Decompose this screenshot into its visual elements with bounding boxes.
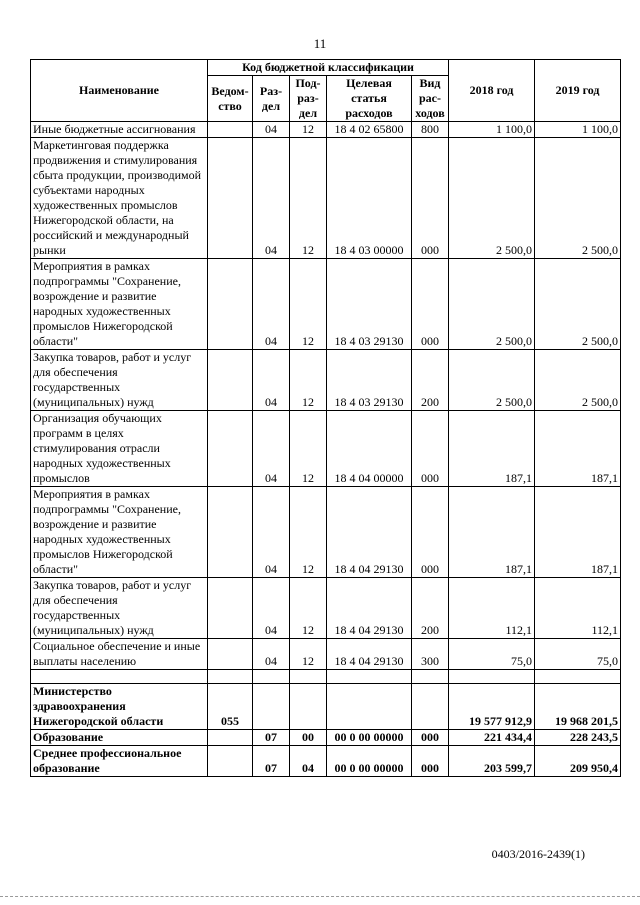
row-value-2018: 221 434,4 [449, 730, 535, 746]
table-row [31, 578, 621, 639]
row-vid: 200 [412, 350, 449, 411]
row-celevaya: 18 4 04 29130 [327, 578, 412, 639]
table-row [31, 746, 621, 777]
row-name: Организация обучающих программ в целях стимулирования отрасли народных художественных промыслов [31, 411, 208, 487]
row-vid [412, 684, 449, 730]
row-vedomstvo [208, 259, 253, 350]
row-razdel: 07 [253, 746, 290, 777]
row-razdel: 04 [253, 639, 290, 670]
row-vid: 300 [412, 639, 449, 670]
table-row [31, 259, 621, 350]
row-name: Образование [31, 730, 208, 746]
row-value-2019: 1 100,0 [535, 122, 621, 138]
header-code-group: Код бюджетной классификации [208, 60, 449, 76]
row-vedomstvo: 055 [208, 684, 253, 730]
row-razdel: 04 [253, 411, 290, 487]
page-edge-divider [0, 896, 640, 897]
row-value-2019: 187,1 [535, 411, 621, 487]
row-vid: 000 [412, 730, 449, 746]
row-name: Среднее профессиональное образование [31, 746, 208, 777]
table-body [31, 122, 621, 777]
row-value-2018: 187,1 [449, 411, 535, 487]
row-value-2018: 187,1 [449, 487, 535, 578]
row-vedomstvo [208, 122, 253, 138]
row-celevaya: 18 4 02 65800 [327, 122, 412, 138]
row-vedomstvo [208, 746, 253, 777]
table-row [31, 122, 621, 138]
table-row [31, 411, 621, 487]
row-name: Закупка товаров, работ и услуг для обеспечения государственных (муниципальных) нужд [31, 350, 208, 411]
budget-table [30, 59, 621, 777]
header-2019: 2019 год [535, 60, 621, 122]
header-razdel: Раз-дел [253, 76, 290, 122]
row-vid: 000 [412, 487, 449, 578]
row-value-2018: 1 100,0 [449, 122, 535, 138]
row-value-2018: 2 500,0 [449, 350, 535, 411]
row-vedomstvo [208, 670, 253, 684]
row-vedomstvo [208, 411, 253, 487]
row-name: Министерство здравоохранения Нижегородской области [31, 684, 208, 730]
row-value-2019: 75,0 [535, 639, 621, 670]
row-value-2019: 228 243,5 [535, 730, 621, 746]
row-podrazdel: 12 [290, 259, 327, 350]
row-celevaya [327, 670, 412, 684]
table-row [31, 138, 621, 259]
row-vid: 000 [412, 259, 449, 350]
row-name: Иные бюджетные ассигнования [31, 122, 208, 138]
row-value-2019: 112,1 [535, 578, 621, 639]
header-2018: 2018 год [449, 60, 535, 122]
row-razdel: 04 [253, 259, 290, 350]
row-celevaya: 18 4 04 29130 [327, 487, 412, 578]
row-celevaya: 18 4 03 00000 [327, 138, 412, 259]
row-value-2018: 75,0 [449, 639, 535, 670]
table-row [31, 670, 621, 684]
row-name: Мероприятия в рамках подпрограммы "Сохранение, возрождение и развитие народных художественных промыслов Нижегородской области" [31, 259, 208, 350]
row-vedomstvo [208, 350, 253, 411]
row-celevaya: 00 0 00 00000 [327, 746, 412, 777]
row-razdel: 04 [253, 122, 290, 138]
row-podrazdel: 12 [290, 138, 327, 259]
row-celevaya: 00 0 00 00000 [327, 730, 412, 746]
row-celevaya: 18 4 03 29130 [327, 259, 412, 350]
header-celevaya: Целевая статья расходов [327, 76, 412, 122]
table-row [31, 487, 621, 578]
row-razdel: 04 [253, 350, 290, 411]
row-vedomstvo [208, 138, 253, 259]
row-value-2018 [449, 670, 535, 684]
row-podrazdel: 12 [290, 487, 327, 578]
row-value-2018: 19 577 912,9 [449, 684, 535, 730]
row-vid: 200 [412, 578, 449, 639]
header-podrazdel: Под-раз-дел [290, 76, 327, 122]
row-podrazdel: 12 [290, 350, 327, 411]
row-name [31, 670, 208, 684]
row-name: Закупка товаров, работ и услуг для обеспечения государственных (муниципальных) нужд [31, 578, 208, 639]
row-name: Социальное обеспечение и иные выплаты населению [31, 639, 208, 670]
row-value-2019: 209 950,4 [535, 746, 621, 777]
row-razdel: 04 [253, 578, 290, 639]
row-value-2018: 203 599,7 [449, 746, 535, 777]
row-razdel [253, 670, 290, 684]
row-celevaya: 18 4 04 00000 [327, 411, 412, 487]
row-value-2018: 2 500,0 [449, 259, 535, 350]
row-razdel: 04 [253, 487, 290, 578]
row-value-2019: 2 500,0 [535, 259, 621, 350]
row-value-2018: 2 500,0 [449, 138, 535, 259]
row-razdel [253, 684, 290, 730]
row-podrazdel: 12 [290, 411, 327, 487]
row-value-2019: 2 500,0 [535, 138, 621, 259]
row-name: Мероприятия в рамках подпрограммы "Сохранение, возрождение и развитие народных художественных промыслов Нижегородской области" [31, 487, 208, 578]
row-razdel: 07 [253, 730, 290, 746]
row-value-2019: 2 500,0 [535, 350, 621, 411]
row-vedomstvo [208, 730, 253, 746]
row-value-2019: 19 968 201,5 [535, 684, 621, 730]
row-vid: 000 [412, 746, 449, 777]
row-vid [412, 670, 449, 684]
table-row [31, 350, 621, 411]
row-value-2018: 112,1 [449, 578, 535, 639]
row-podrazdel: 00 [290, 730, 327, 746]
row-podrazdel: 12 [290, 578, 327, 639]
row-vedomstvo [208, 487, 253, 578]
table-row [31, 684, 621, 730]
row-podrazdel: 12 [290, 122, 327, 138]
row-vid: 000 [412, 138, 449, 259]
header-vedomstvo: Ведом-ство [208, 76, 253, 122]
table-row [31, 730, 621, 746]
row-celevaya: 18 4 04 29130 [327, 639, 412, 670]
row-razdel: 04 [253, 138, 290, 259]
document-code: 0403/2016-2439(1) [491, 847, 585, 861]
table-row [31, 639, 621, 670]
row-celevaya: 18 4 03 29130 [327, 350, 412, 411]
header-row-1 [31, 60, 621, 76]
row-value-2019: 187,1 [535, 487, 621, 578]
row-podrazdel [290, 670, 327, 684]
row-vid: 000 [412, 411, 449, 487]
row-podrazdel [290, 684, 327, 730]
row-celevaya [327, 684, 412, 730]
row-vedomstvo [208, 578, 253, 639]
row-vedomstvo [208, 639, 253, 670]
row-vid: 800 [412, 122, 449, 138]
row-podrazdel: 12 [290, 639, 327, 670]
row-value-2019 [535, 670, 621, 684]
page-number: 11 [313, 36, 327, 51]
header-name: Наименование [31, 60, 208, 122]
row-name: Маркетинговая поддержка продвижения и стимулирования сбыта продукции, производимой субъектами народных художественных промыслов Нижегородской области, на российский и международный рынки [31, 138, 208, 259]
header-vid: Вид рас-ходов [412, 76, 449, 122]
row-podrazdel: 04 [290, 746, 327, 777]
